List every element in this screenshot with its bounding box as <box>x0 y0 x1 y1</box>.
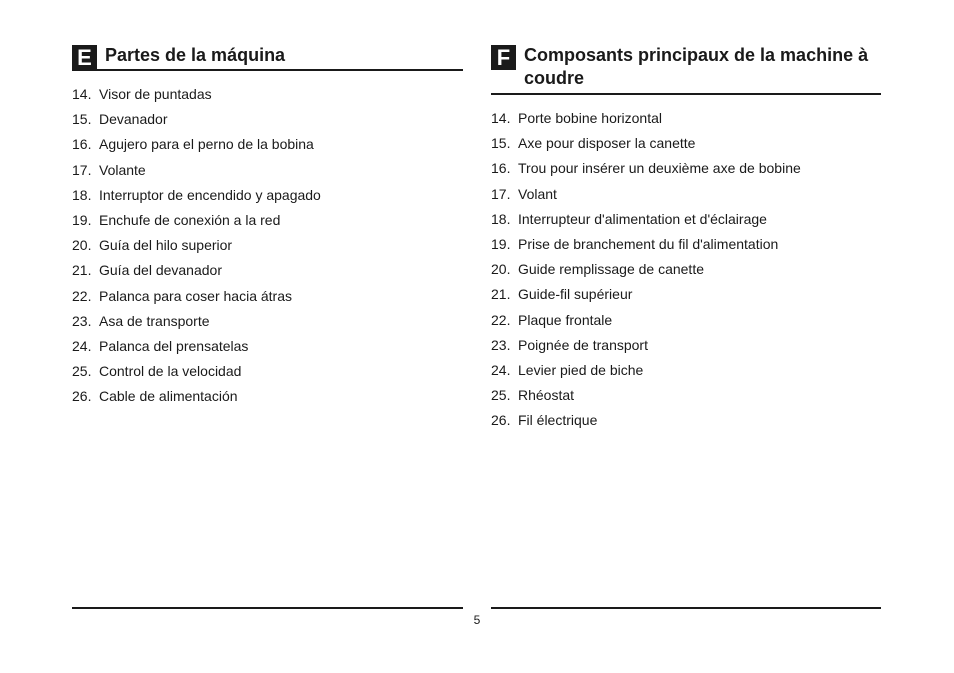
list-item <box>491 134 801 159</box>
list-item <box>491 386 801 411</box>
item-label: Guía del devanador <box>99 262 222 279</box>
item-number: 25. <box>491 387 511 404</box>
item-label: Prise de branchement du fil d'alimentation <box>518 235 779 252</box>
language-badge: E <box>72 45 97 70</box>
parts-list <box>72 85 321 412</box>
list-item <box>72 135 321 160</box>
item-label: Fil électrique <box>518 412 598 429</box>
item-label: Interrupteur d'alimentation et d'éclairage <box>518 210 767 227</box>
item-number: 16. <box>491 160 511 177</box>
item-label: Agujero para el perno de la bobina <box>99 136 314 153</box>
item-number: 17. <box>72 161 92 178</box>
item-number: 15. <box>72 111 92 128</box>
section-header <box>72 44 463 71</box>
list-item <box>491 411 801 436</box>
item-label: Plaque frontale <box>518 311 613 328</box>
item-label: Rhéostat <box>518 387 575 404</box>
list-item <box>72 261 321 286</box>
section-title: Partes de la máquina <box>105 45 286 65</box>
item-label: Porte bobine horizontal <box>518 110 662 126</box>
list-item <box>491 260 801 285</box>
list-item <box>72 85 321 110</box>
item-label: Cable de alimentación <box>99 388 238 405</box>
list-item <box>491 159 801 184</box>
item-number: 19. <box>491 235 511 252</box>
list-item <box>491 336 801 361</box>
list-item <box>72 186 321 211</box>
item-number: 20. <box>491 261 511 278</box>
item-number: 22. <box>72 287 92 304</box>
footer-divider-right <box>491 607 881 609</box>
list-item <box>72 110 321 135</box>
item-number: 14. <box>491 110 511 126</box>
list-item <box>491 185 801 210</box>
parts-list <box>491 109 801 436</box>
section-french <box>491 0 881 429</box>
item-number: 24. <box>72 337 92 354</box>
item-label: Palanca del prensatelas <box>99 337 249 354</box>
item-number: 23. <box>72 312 92 329</box>
item-label: Devanador <box>99 111 168 128</box>
item-number: 21. <box>491 286 511 303</box>
list-item <box>491 210 801 235</box>
section-title: Composants principaux de la machine à coudre <box>524 45 869 88</box>
item-number: 18. <box>72 186 92 203</box>
page-number: 5 <box>473 613 481 627</box>
item-number: 19. <box>72 211 92 228</box>
item-number: 21. <box>72 262 92 279</box>
list-item <box>72 161 321 186</box>
item-label: Levier pied de biche <box>518 361 644 378</box>
item-label: Enchufe de conexión a la red <box>99 211 281 228</box>
list-item <box>491 109 801 134</box>
item-number: 16. <box>72 136 92 153</box>
item-label: Interruptor de encendido y apagado <box>99 186 321 203</box>
list-item <box>72 287 321 312</box>
item-number: 20. <box>72 237 92 254</box>
item-label: Axe pour disposer la canette <box>518 135 696 152</box>
item-number: 17. <box>491 185 511 202</box>
item-number: 24. <box>491 361 511 378</box>
item-label: Control de la velocidad <box>99 363 242 380</box>
item-number: 18. <box>491 210 511 227</box>
list-item <box>72 236 321 261</box>
item-number: 25. <box>72 363 92 380</box>
item-number: 14. <box>72 86 92 102</box>
list-item <box>72 387 321 412</box>
item-number: 26. <box>491 412 511 429</box>
footer-divider-left <box>72 607 463 609</box>
item-label: Guide remplissage de canette <box>518 261 704 278</box>
item-number: 23. <box>491 336 511 353</box>
item-number: 26. <box>72 388 92 405</box>
section-header <box>491 44 881 95</box>
list-item <box>491 311 801 336</box>
list-item <box>72 362 321 387</box>
item-label: Palanca para coser hacia átras <box>99 287 292 304</box>
section-spanish <box>72 0 463 405</box>
list-item <box>72 312 321 337</box>
item-label: Guide-fil supérieur <box>518 286 633 303</box>
item-label: Guía del hilo superior <box>99 237 233 254</box>
item-label: Volant <box>518 185 557 202</box>
list-item <box>491 285 801 310</box>
list-item <box>491 235 801 260</box>
item-number: 15. <box>491 135 511 152</box>
item-label: Visor de puntadas <box>99 86 212 102</box>
list-item <box>72 211 321 236</box>
item-label: Trou pour insérer un deuxième axe de bobine <box>518 160 801 177</box>
item-label: Volante <box>99 161 146 178</box>
item-label: Asa de transporte <box>99 312 210 329</box>
list-item <box>72 337 321 362</box>
list-item <box>491 361 801 386</box>
item-label: Poignée de transport <box>518 336 648 353</box>
language-badge: F <box>491 45 516 70</box>
item-number: 22. <box>491 311 511 328</box>
